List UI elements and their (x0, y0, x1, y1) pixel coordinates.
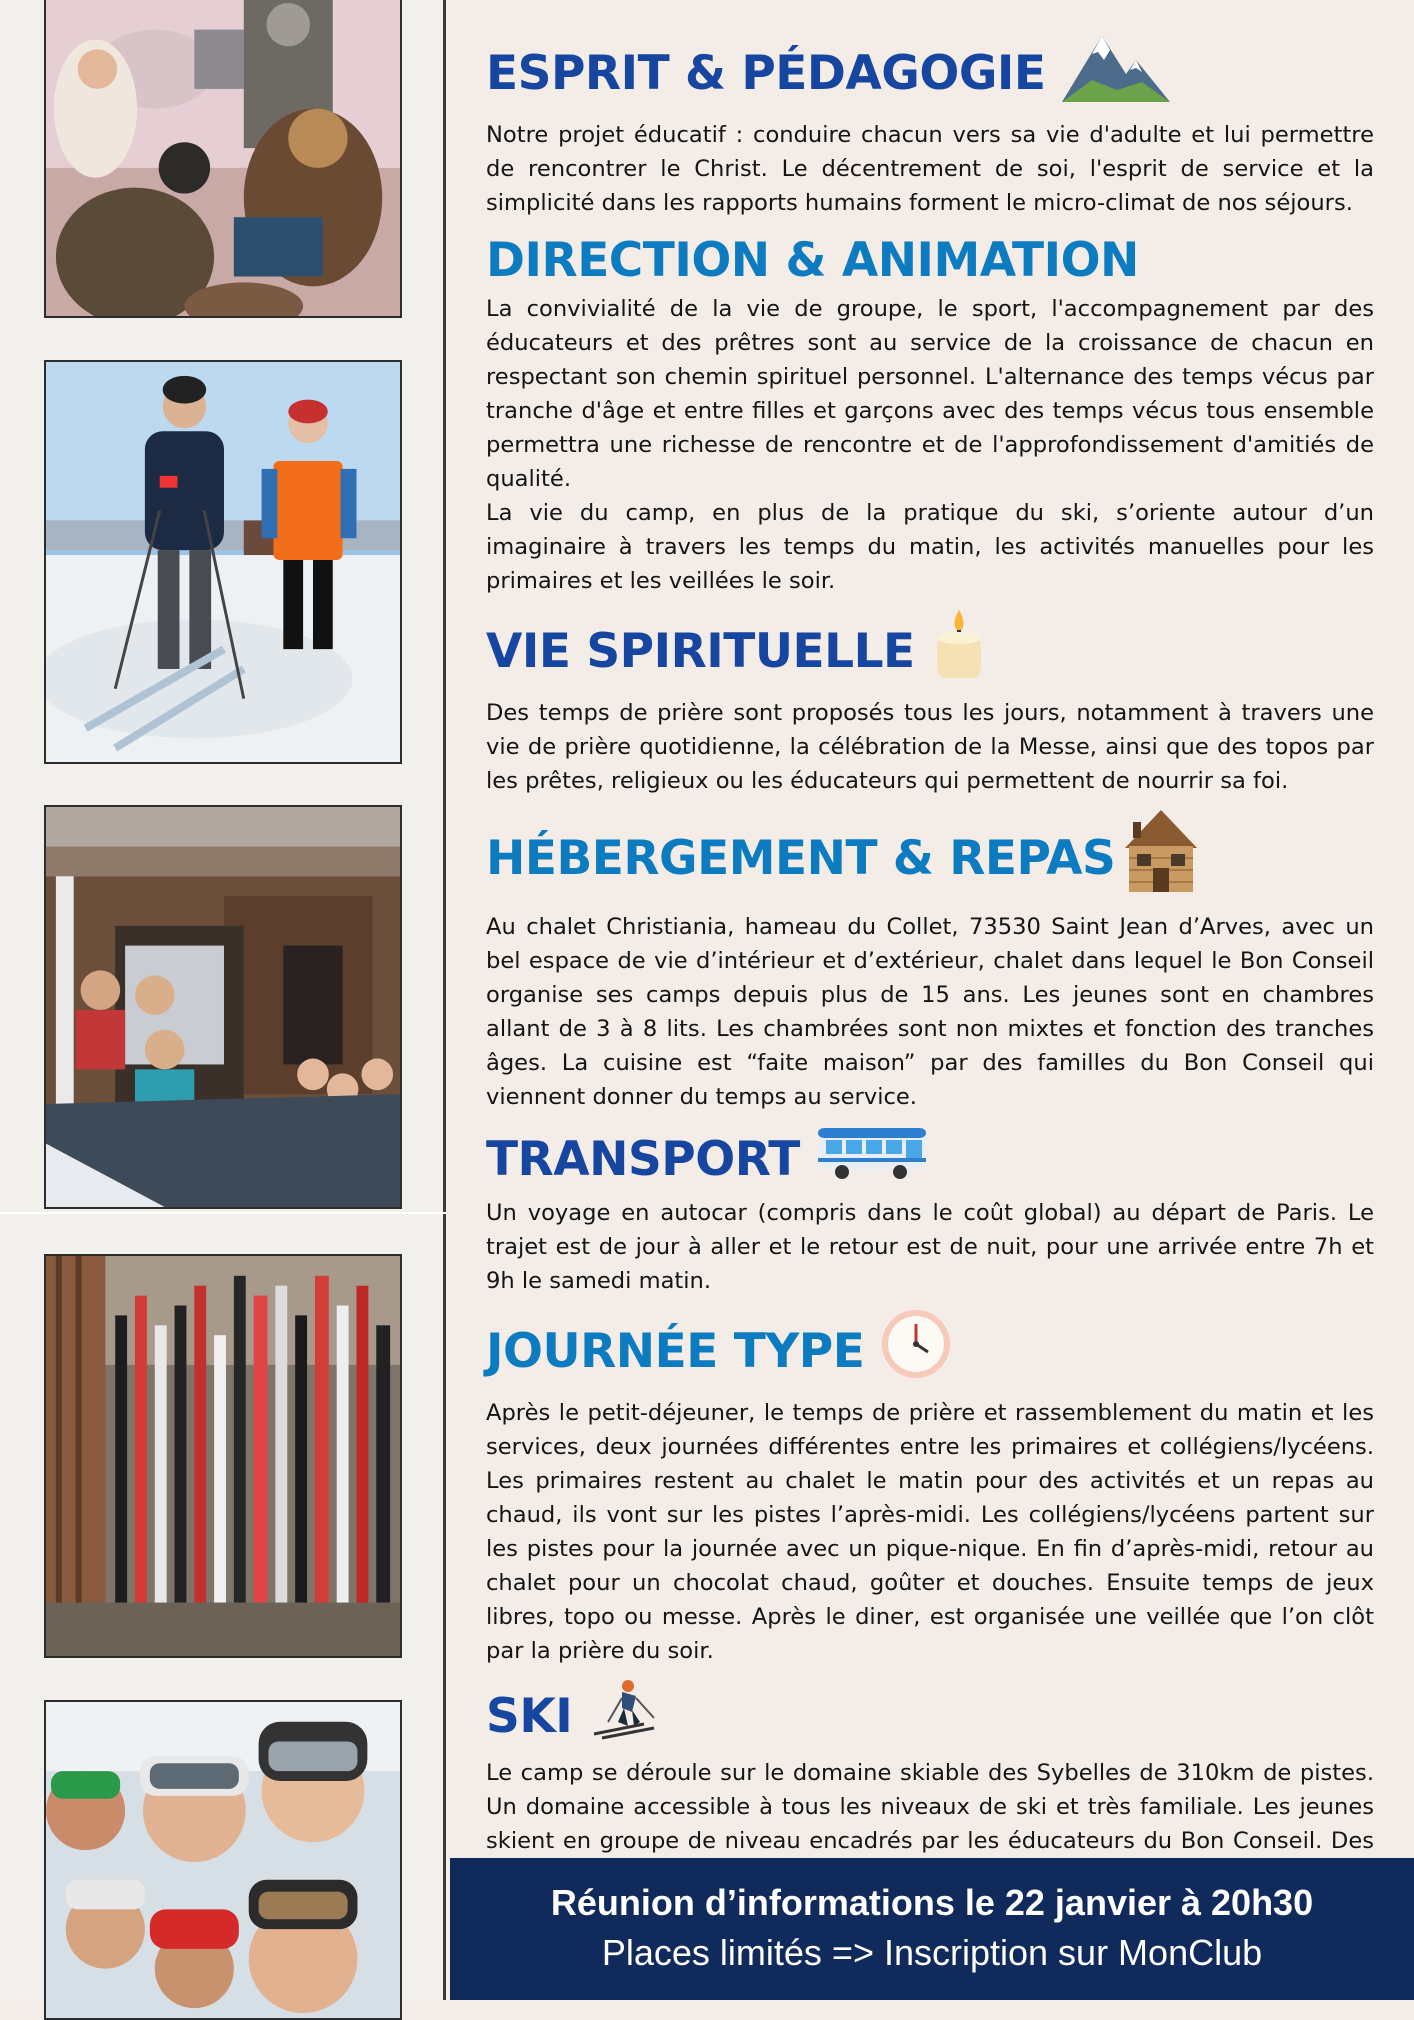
mountain-icon (1062, 30, 1170, 118)
section-direction-animation (486, 230, 1374, 598)
section-title: VIE SPIRITUELLE (486, 608, 1374, 696)
content-column (486, 30, 1374, 1902)
photo-icon (46, 362, 400, 762)
skier-icon (588, 1678, 660, 1756)
banner-registration-info: Places limités => Inscription sur MonClub (601, 1932, 1263, 1973)
section-vie-spirituelle (486, 608, 1374, 798)
banner-meeting-info: Réunion d’informations le 22 janvier à 20h30 (550, 1882, 1314, 1923)
section-title: HÉBERGEMENT & REPAS (486, 808, 1374, 910)
photo-icon (46, 807, 400, 1207)
bus-icon (816, 1124, 928, 1196)
photo-costume-scene (44, 0, 402, 318)
section-journee-type (486, 1308, 1374, 1668)
section-title: DIRECTION & ANIMATION (486, 233, 1139, 288)
photo-column (0, 0, 446, 2000)
section-body: Le camp se déroule sur le domaine skiable des Sybelles de 310km de pistes. Un domaine accessible à tous les niveaux de ski et très familiale. Les jeunes skient en groupe de niveau encadrés par les éducateurs du Bon Conseil. Des (486, 1760, 1374, 1854)
section-body: La convivialité de la vie de groupe, le sport, l'accompagnement par des éducateurs et des prêtres sont au service de la croissance de chacun en respectant son chemin spirituel personnel. L'alternance des temps vécus par tranche d'âge et entre filles et garçons avec des temps vécus tous ensemble permettra une richesse de rencontre et de l'approfondissement d'amitiés de qualité. (486, 296, 1374, 492)
photo-separator (0, 1212, 446, 1214)
photo-group-selfie (44, 1700, 402, 2020)
section-hebergement-repas (486, 808, 1374, 1114)
section-title: JOURNÉE TYPE (486, 1308, 1374, 1396)
section-transport (486, 1124, 1374, 1298)
section-title: SKI (486, 1678, 1374, 1756)
photo-chalet-window (44, 805, 402, 1209)
section-esprit-pedagogie (486, 30, 1374, 220)
section-body: Notre projet éducatif : conduire chacun vers sa vie d'adulte et lui permettre de rencontrer le Christ. Le décentrement de soi, l'esprit de service et la simplicité dans les rapports humains forment le micro-climat de nos séjours. (486, 122, 1374, 216)
clock-icon (880, 1308, 952, 1396)
chalet-icon (1123, 808, 1199, 910)
section-title: TRANSPORT (486, 1124, 1374, 1196)
section-title: ESPRIT & PÉDAGOGIE (486, 30, 1374, 118)
photo-icon (46, 0, 400, 316)
section-body: Un voyage en autocar (compris dans le coût global) au départ de Paris. Le trajet est de jour à aller et le retour est de nuit, pour une arrivée entre 7h et 9h le samedi matin. (486, 1200, 1374, 1294)
photo-ski-rack (44, 1254, 402, 1658)
section-body: Des temps de prière sont proposés tous les jours, notamment à travers une vie de prière quotidienne, la célébration de la Messe, ainsi que des topos par les prêtes, religieux ou les éducateurs qui permettent de nourrir sa foi. (486, 700, 1374, 794)
candle-icon (931, 608, 987, 696)
section-body-2: La vie du camp, en plus de la pratique du ski, s’oriente autour d’un imaginaire à travers les temps du matin, les activités manuelles pour les primaires et les veillées le soir. (486, 500, 1374, 594)
photo-icon (46, 1702, 400, 2018)
section-body: Au chalet Christiania, hameau du Collet, 73530 Saint Jean d’Arves, avec un bel espace de vie d’intérieur et d’extérieur, chalet dans lequel le Bon Conseil organise ses camps depuis plus de 15 ans. Les jeunes sont en chambres allant de 3 à 8 lits. Les chambrées sont non mixtes et fonction des tranches âges. La cuisine est “faite maison” par des familles du Bon Conseil qui viennent donner du temps au service. (486, 914, 1374, 1110)
info-banner (450, 1858, 1414, 2000)
photo-icon (46, 1256, 400, 1656)
section-body: Après le petit-déjeuner, le temps de prière et rassemblement du matin et les services, deux journées différentes entre les primaires et collégiens/lycéens. Les primaires restent au chalet le matin pour des activités et un repas au chaud, ils vont sur les pistes l’après-midi. Les collégiens/lycéens partent sur les pistes pour la journée avec un pique-nique. En fin d’après-midi, retour au chalet pour un chocolat chaud, goûter et douches. Ensuite temps de jeux libres, topo ou messe. Après le diner, est organisée une veillée que l’on clôt par la prière du soir. (486, 1400, 1374, 1664)
photo-two-skiers (44, 360, 402, 764)
